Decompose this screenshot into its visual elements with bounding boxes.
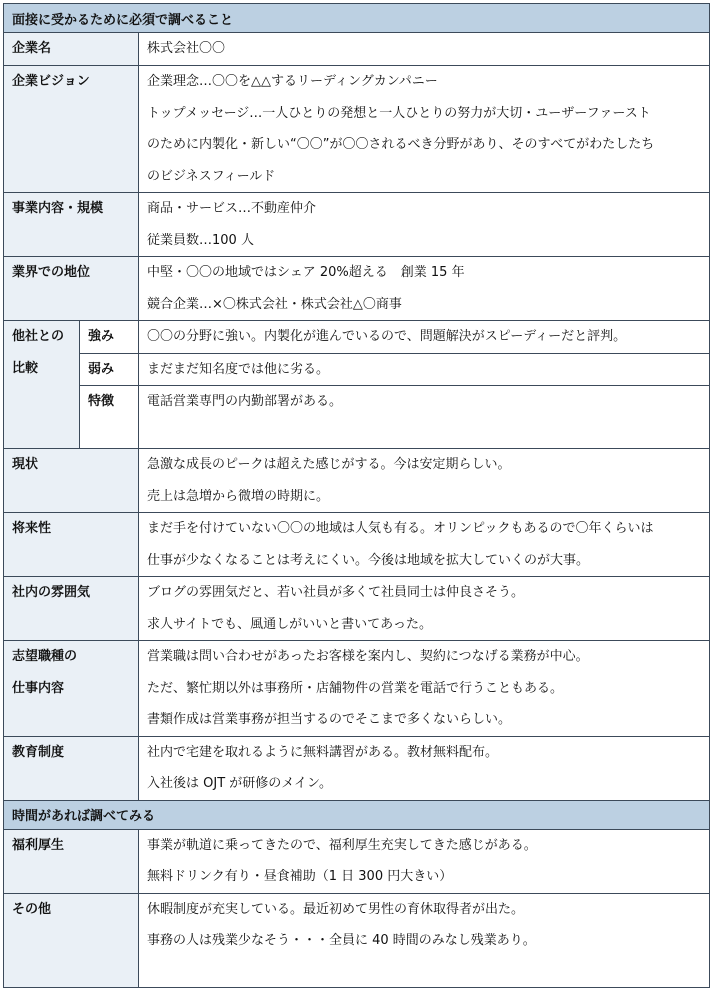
comparison-label: 他社との 比較 — [4, 321, 80, 449]
vision-line: のビジネスフィールド — [147, 168, 276, 184]
atmosphere-line: 求人サイトでも、風通しがいいと書いてあった。 — [147, 616, 432, 632]
future-line: 仕事が少なくなることは考えにくい。今後は地域を拡大していくのが大事。 — [147, 552, 590, 568]
job-line: 書類作成は営業事務が担当するのでそこまで多くないらしい。 — [147, 712, 512, 727]
future-value — [139, 513, 710, 577]
section-title-optional: 時間があれば調べてみる — [4, 800, 710, 829]
strengths-label: 強み — [80, 321, 139, 354]
vision-line: のために内製化・新しい“〇〇”が〇〇されるべき分野があり、そのすべてがわたしたち — [147, 137, 655, 152]
other-line: 休暇制度が充実している。最近初めて男性の育休取得者が出た。 — [147, 901, 525, 917]
current-line: 売上は急増から微増の時期に。 — [147, 488, 330, 504]
welfare-line: 無料ドリンク有り・昼食補助（1 日 300 円大きい） — [147, 869, 453, 884]
weaknesses-value: まだまだ知名度では他に劣る。 — [139, 353, 710, 386]
job-line: 営業職は問い合わせがあったお客様を案内し、契約につなげる業務が中心。 — [147, 649, 589, 664]
job-line: ただ、繁忙期以外は事務所・店舗物件の営業を電話で行うこともある。 — [147, 680, 564, 696]
business-value — [139, 193, 710, 257]
current-label: 現状 — [4, 449, 139, 513]
future-line: まだ手を付けていない〇〇の地域は人気も有る。オリンピックもあるので〇年くらいは — [147, 521, 654, 536]
company-name-label: 企業名 — [4, 33, 139, 66]
other-line: 事務の人は残業少なそう・・・全員に 40 時間のみなし残業あり。 — [147, 933, 536, 948]
business-label: 事業内容・規模 — [4, 193, 139, 257]
industry-position-value — [139, 257, 710, 321]
welfare-value — [139, 829, 710, 893]
training-line: 入社後は OJT が研修のメイン。 — [147, 776, 332, 791]
vision-value — [139, 66, 710, 193]
section-title-required: 面接に受かるために必須で調べること — [4, 4, 710, 33]
features-label: 特徴 — [80, 386, 139, 449]
company-research-table — [3, 3, 710, 988]
strengths-value: 〇〇の分野に強い。内製化が進んでいるので、問題解決がスピーディーだと評判。 — [139, 321, 710, 354]
features-value: 電話営業専門の内勤部署がある。 — [139, 386, 710, 449]
welfare-label: 福利厚生 — [4, 829, 139, 893]
industry-position-label: 業界での地位 — [4, 257, 139, 321]
training-label: 教育制度 — [4, 736, 139, 800]
job-label: 志望職種の 仕事内容 — [4, 641, 139, 737]
industry-position-line: 競合企業…×〇株式会社・株式会社△〇商事 — [147, 296, 402, 312]
vision-line: 企業理念…〇〇を△△するリーディングカンパニー — [147, 74, 438, 89]
company-name-value: 株式会社〇〇 — [139, 33, 710, 66]
business-line: 商品・サービス…不動産仲介 — [147, 201, 317, 216]
future-label: 将来性 — [4, 513, 139, 577]
industry-position-line: 中堅・〇〇の地域ではシェア 20%超える 創業 15 年 — [147, 265, 465, 280]
welfare-line: 事業が軌道に乗ってきたので、福利厚生充実してきた感じがある。 — [147, 837, 537, 853]
training-line: 社内で宅建を取れるように無料講習がある。教材無料配布。 — [147, 744, 499, 760]
business-line: 従業員数…100 人 — [147, 232, 254, 248]
current-value — [139, 449, 710, 513]
vision-label: 企業ビジョン — [4, 66, 139, 193]
other-value — [139, 893, 710, 987]
current-line: 急激な成長のピークは超えた感じがする。今は安定期らしい。 — [147, 457, 511, 472]
training-value — [139, 736, 710, 800]
atmosphere-line: ブログの雰囲気だと、若い社員が多くて社員同士は仲良さそう。 — [147, 585, 525, 600]
atmosphere-label: 社内の雰囲気 — [4, 577, 139, 641]
job-value — [139, 641, 710, 737]
vision-line: トップメッセージ…一人ひとりの発想と一人ひとりの努力が大切・ユーザーファースト — [147, 105, 651, 121]
weaknesses-label: 弱み — [80, 353, 139, 386]
other-label: その他 — [4, 893, 139, 987]
atmosphere-value — [139, 577, 710, 641]
